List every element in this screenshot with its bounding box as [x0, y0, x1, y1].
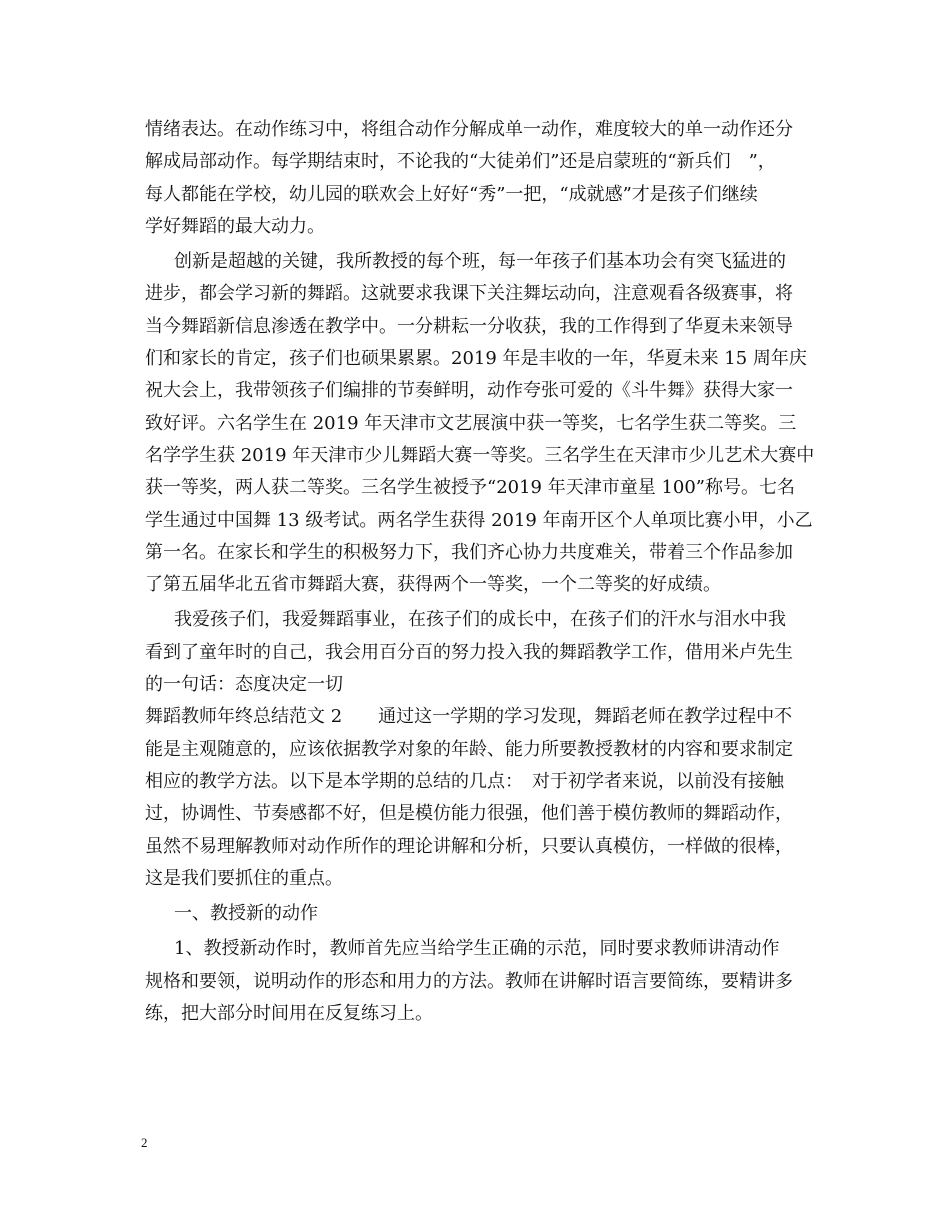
text-line: 虽然不易理解教师对动作所作的理论讲解和分析，只要认真模仿，一样做的很棒，	[145, 835, 793, 857]
text-line: 这是我们要抓住的重点。	[145, 867, 343, 889]
text-line: 学生通过中国舞 13 级考试。两名学生获得 2019 年南开区个人单项比赛小甲，小乙	[145, 509, 813, 531]
text-line: 舞蹈教师年终总结范文 2 通过这一学期的学习发现，舞蹈老师在教学过程中不	[145, 706, 793, 728]
text-line: 创新是超越的关键，我所教授的每个班，每一年孩子们基本功会有突飞猛进的	[174, 251, 786, 273]
text-line: 致好评。六名学生在 2019 年天津市文艺展演中获一等奖，七名学生获二等奖。三	[145, 412, 797, 434]
text-line: 名学学生获 2019 年天津市少儿舞蹈大赛一等奖。三名学生在天津市少儿艺术大赛中	[145, 444, 815, 466]
text-line: 学好舞蹈的最大动力。	[145, 215, 325, 237]
text-line: 获一等奖，两人获二等奖。三名学生被授予“2019 年天津市童星 100”称号。七名	[145, 477, 796, 499]
text-line: 进步，都会学习新的舞蹈。这就要求我课下关注舞坛动向，注意观看各级赛事，将	[145, 283, 793, 305]
page-number: 2	[141, 1135, 148, 1150]
text-line: 练，把大部分时间用在反复练习上。	[145, 1003, 433, 1025]
text-line: 规格和要领，说明动作的形态和用力的方法。教师在讲解时语言要简练，要精讲多	[145, 970, 793, 992]
text-line: 第一名。在家长和学生的积极努力下，我们齐心协力共度难关，带着三个作品参加	[145, 541, 793, 563]
text-line: 们和家长的肯定，孩子们也硕果累累。2019 年是丰收的一年，华夏未来 15 周年庆	[145, 348, 807, 370]
text-line: 相应的教学方法。以下是本学期的总结的几点： 对于初学者来说，以前没有接触	[145, 770, 784, 792]
text-line: 过，协调性、节奏感都不好，但是模仿能力很强，他们善于模仿教师的舞蹈动作，	[145, 803, 793, 825]
text-line: 我爱孩子们，我爱舞蹈事业，在孩子们的成长中，在孩子们的汗水与泪水中我	[174, 609, 786, 631]
section-heading: 一、教授新的动作	[174, 903, 318, 925]
text-line: 1、教授新动作时，教师首先应当给学生正确的示范，同时要求教师讲清动作	[174, 938, 780, 960]
text-line: 当今舞蹈新信息渗透在教学中。一分耕耘一分收获，我的工作得到了华夏未来领导	[145, 315, 793, 337]
text-line: 祝大会上，我带领孩子们编排的节奏鲜明，动作夸张可爱的《斗牛舞》获得大家一	[145, 380, 793, 402]
text-line: 看到了童年时的自己，我会用百分百的努力投入我的舞蹈教学工作，借用米卢先生	[145, 641, 793, 663]
text-line: 的一句话：态度决定一切	[145, 674, 343, 696]
text-line: 了第五届华北五省市舞蹈大赛，获得两个一等奖，一个二等奖的好成绩。	[145, 574, 721, 596]
text-line: 每人都能在学校，幼儿园的联欢会上好好“秀”一把，“成就感”才是孩子们继续	[145, 183, 758, 205]
body-text	[145, 114, 815, 1030]
text-line: 解成局部动作。每学期结束时，不论我的“大徒弟们”还是启蒙班的“新兵们 ”，	[145, 151, 776, 173]
text-line: 能是主观随意的，应该依据教学对象的年龄、能力所要教授教材的内容和要求制定	[145, 738, 793, 760]
text-line: 情绪表达。在动作练习中，将组合动作分解成单一动作，难度较大的单一动作还分	[145, 119, 793, 140]
